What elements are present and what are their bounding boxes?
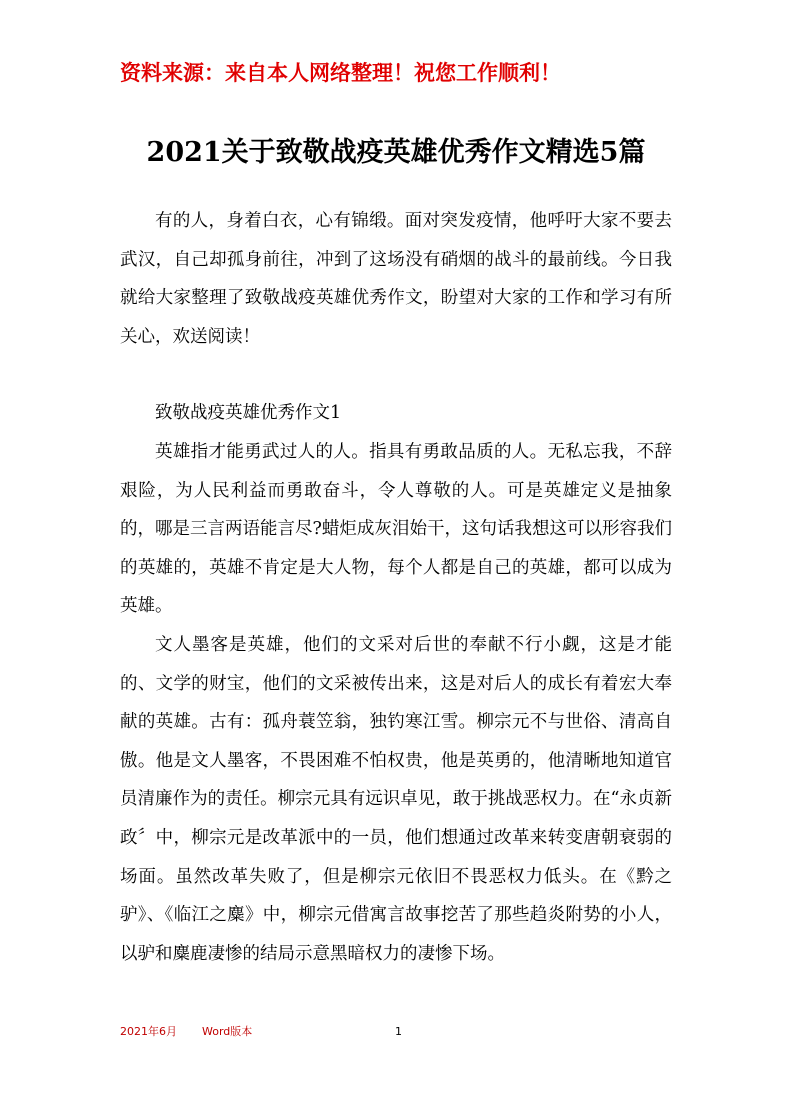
document-title: 2021关于致敬战疫英雄优秀作文精选5篇 bbox=[146, 137, 646, 168]
intro-paragraph: 有的人，身着白衣，心有锦缎。面对突发疫情，他呼吁大家不要去武汉，自己却孤身前往，冲到了这场没有硝烟的战斗的最前线。今日我就给大家整理了致敬战疫英雄优秀作文，盼望对大家的工作和学习有所关心，欢送阅读！ bbox=[120, 211, 672, 347]
body-paragraph: 文人墨客是英雄，他们的文采对后世的奉献不行小觑，这是才能的、文学的财宝，他们的文采被传出来，这是对后人的成长有着宏大奉献的英雄。古有：孤舟蓑笠翁，独钓寒江雪。柳宗元不与世俗、清高自傲。他是文人墨客，不畏困难不怕权贵，他是英勇的，他清晰地知道官员清廉作为的责任。柳宗元具有远识卓见，敢于挑战恶权力。在“永贞新政〞中，柳宗元是改革派中的一员，他们想通过改革来转变唐朝衰弱的场面。虽然改革失败了，但是柳宗元依旧不畏恶权力低头。在《黔之驴》、《临江之麋》中，柳宗元借寓言故事挖苦了那些趋炎附势的小人，以驴和麋鹿凄惨的结局示意黑暗权力的凄惨下场。 bbox=[120, 634, 672, 964]
source-notice: 资料来源：来自本人网络整理！祝您工作顺利！ bbox=[120, 61, 561, 85]
body-paragraph: 英雄指才能勇武过人的人。指具有勇敢品质的人。无私忘我，不辞艰险，为人民利益而勇敢奋斗，令人尊敬的人。可是英雄定义是抽象的，哪是三言两语能言尽?蜡炬成灰泪始干，这句话我想这可以形容我们的英雄的，英雄不肯定是大人物，每个人都是自己的英雄，都可以成为英雄。 bbox=[120, 441, 672, 617]
footer-version: Word版本 bbox=[202, 1025, 253, 1038]
page-number: 1 bbox=[395, 1025, 402, 1038]
document-body bbox=[120, 202, 672, 973]
footer-date: 2021年6月 bbox=[120, 1025, 177, 1038]
section-heading: 致敬战疫英雄优秀作文1 bbox=[155, 403, 342, 424]
